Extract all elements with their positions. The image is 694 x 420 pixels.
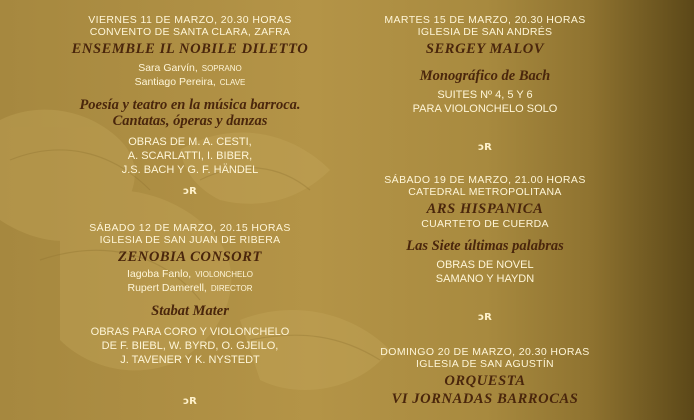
works-line: OBRAS DE M. A. CESTI,	[128, 136, 252, 148]
event-block	[350, 346, 620, 408]
performer-role: CLAVE	[219, 77, 246, 87]
ensemble-subtitle: CUARTETO DE CUERDA	[421, 218, 549, 230]
performer-role: VIOLONCHELO	[195, 270, 253, 279]
event-date: SÁBADO 19 DE MARZO, 21.00 HORAS	[384, 174, 586, 186]
ensemble-name: VI JORNADAS BARROCAS	[391, 391, 579, 407]
performer-name: Santiago Pereira,	[134, 75, 216, 88]
performer-role: SOPRANO	[201, 64, 242, 73]
program-title: Stabat Mater	[151, 303, 229, 319]
event-block	[350, 14, 620, 116]
festival-logo-icon: ↄR	[478, 312, 492, 323]
event-date: SÁBADO 12 DE MARZO, 20.15 HORAS	[89, 222, 291, 234]
ensemble-name: ARS HISPANICA	[426, 201, 544, 217]
performer-line	[40, 62, 340, 76]
ensemble-name: ENSEMBLE IL NOBILE DILETTO	[71, 41, 309, 57]
program-title: Las Siete últimas palabras	[406, 238, 564, 254]
performer-name: Iagoba Fanlo,	[126, 268, 192, 280]
ensemble-name: SERGEY MALOV	[425, 41, 545, 57]
works-line: OBRAS DE NOVEL	[436, 259, 534, 271]
event-date: VIERNES 11 DE MARZO, 20.30 HORAS	[88, 14, 292, 26]
program-title: Monográfico de Bach	[419, 68, 551, 84]
works-line: J.S. BACH Y G. F. HÄNDEL	[121, 164, 259, 176]
program-title: Poesía y teatro en la música barroca.	[79, 97, 301, 113]
event-venue: IGLESIA DE SAN AGUSTÍN	[416, 358, 554, 370]
works-line: J. TAVENER Y K. NYSTEDT	[120, 354, 260, 366]
works-line: A. SCARLATTI, I. BIBER,	[127, 150, 253, 162]
ensemble-name: ZENOBIA CONSORT	[118, 249, 262, 265]
works-line: SUITES Nº 4, 5 Y 6	[437, 89, 533, 101]
performer-name: Rupert Damerell,	[127, 281, 207, 294]
event-block	[40, 14, 340, 177]
performer-role: DIRECTOR	[210, 283, 253, 293]
program-title: Cantatas, óperas y danzas	[112, 113, 268, 129]
performer-line	[40, 282, 340, 296]
performer-name: Sara Garvín,	[138, 62, 198, 74]
works-line: DE F. BIEBL, W. BYRD, O. GJEILO,	[101, 340, 279, 352]
event-venue: IGLESIA DE SAN JUAN DE RIBERA	[99, 234, 281, 246]
works-line: SAMANO Y HAYDN	[435, 273, 535, 285]
works-line: PARA VIOLONCHELO SOLO	[412, 103, 558, 115]
ensemble-name: ORQUESTA	[444, 373, 526, 389]
performer-line	[40, 76, 340, 90]
event-date: MARTES 15 DE MARZO, 20.30 HORAS	[384, 14, 586, 26]
festival-logo-icon: ↄR	[183, 186, 197, 197]
event-block	[40, 222, 340, 367]
event-block	[350, 174, 620, 286]
festival-logo-icon: ↄR	[183, 396, 197, 407]
event-date: DOMINGO 20 DE MARZO, 20.30 HORAS	[380, 346, 590, 358]
event-venue: CONVENTO DE SANTA CLARA, ZAFRA	[89, 26, 291, 38]
performer-line	[40, 268, 340, 282]
event-venue: CATEDRAL METROPOLITANA	[408, 186, 562, 198]
festival-logo-icon: ↄR	[478, 142, 492, 153]
works-line: OBRAS PARA CORO Y VIOLONCHELO	[90, 326, 290, 338]
event-venue: IGLESIA DE SAN ANDRÉS	[417, 26, 553, 38]
